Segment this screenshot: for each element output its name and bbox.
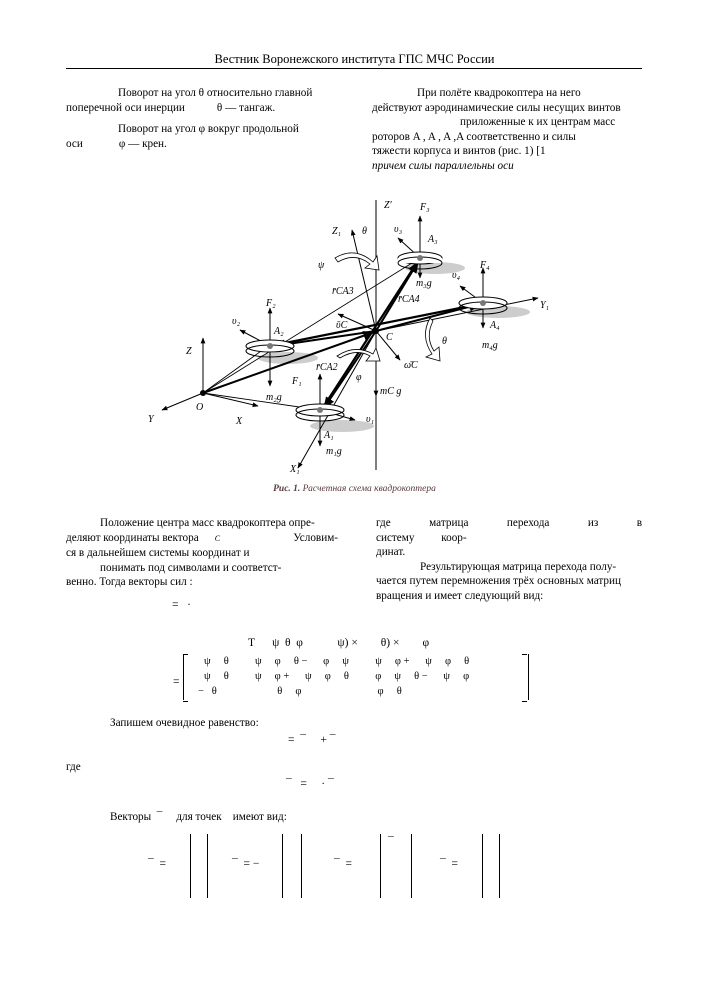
label-z: Z bbox=[186, 346, 192, 357]
label-m4g: m₄g bbox=[482, 340, 498, 351]
label-v1: υ₁ bbox=[366, 414, 375, 425]
matrix-row1: ψ θ ψ φ θ − φ ψ ψ φ + ψ φ θ bbox=[204, 656, 470, 667]
caption-text: Расчетная схема квадрокоптера bbox=[302, 484, 436, 494]
vec-column-3 bbox=[380, 834, 412, 898]
ll-line2-text: деляют координаты вектора bbox=[66, 531, 199, 544]
para-roll-2 bbox=[66, 137, 338, 152]
figure-caption bbox=[0, 484, 709, 494]
rc-line6: причем силы параллельны оси bbox=[372, 159, 514, 172]
journal-header: Вестник Воронежского института ГПС МЧС России bbox=[214, 52, 495, 66]
write-equality: Запишем очевидное равенство: bbox=[110, 717, 259, 729]
gde-word: где bbox=[66, 761, 81, 773]
lr-line4: чается путем перемножения трёх основных матриц bbox=[376, 575, 622, 588]
label-o: O bbox=[196, 402, 204, 413]
label-f1: F₁ bbox=[292, 376, 302, 387]
label-a1: A₁ bbox=[324, 430, 334, 441]
label-omega-c: ω̄C bbox=[404, 360, 418, 371]
ll-line5: венно. Тогда векторы сил : bbox=[66, 576, 193, 589]
label-a3: A₃ bbox=[428, 234, 438, 245]
ll-line2-sub: C bbox=[214, 533, 221, 543]
label-v3: υ₃ bbox=[394, 224, 403, 235]
ll-line4: понимать под символами и соответст- bbox=[100, 561, 282, 574]
label-f4: F₄ bbox=[480, 260, 490, 271]
label-theta-right: θ bbox=[442, 336, 447, 347]
vec-column-4 bbox=[482, 834, 500, 898]
left-column-top bbox=[66, 86, 338, 151]
ll-line2-end: Условим- bbox=[293, 531, 338, 544]
ll-line3: ся в дальнейшем системы координат и bbox=[66, 547, 250, 560]
c-to-rotor-vectors bbox=[274, 262, 480, 408]
label-y1: Y₁ bbox=[540, 300, 550, 311]
lr-line2: динат. bbox=[376, 546, 406, 559]
equality-2: ¯ = · ¯ bbox=[286, 778, 334, 790]
quadcopter-diagram bbox=[130, 188, 580, 480]
right-column-lower bbox=[376, 516, 642, 604]
matrix-eq-sign: = bbox=[173, 676, 180, 688]
right-column-top bbox=[372, 86, 642, 174]
matrix-bracket-right-caps bbox=[522, 654, 527, 702]
label-x: X bbox=[236, 416, 243, 427]
rc-line2: действуют аэродинамические силы несущих винтов bbox=[372, 101, 621, 114]
center-mass-point bbox=[373, 328, 379, 334]
matrix-bracket-left-caps bbox=[183, 654, 188, 702]
rc-line5: тяжести корпуса и винтов (рис. 1) [1 bbox=[372, 145, 546, 158]
header-rule bbox=[66, 68, 642, 69]
label-z1: Z₁ bbox=[332, 226, 342, 237]
label-psi: ψ bbox=[318, 260, 325, 271]
ll-line2 bbox=[66, 531, 338, 547]
label-x1: X₁ bbox=[290, 464, 300, 475]
left-column-lower bbox=[66, 516, 338, 613]
vec-eq-1: ¯ = bbox=[148, 858, 166, 870]
caption-number: Рис. 1. bbox=[273, 484, 301, 494]
matrix-product-line: T ψ θ φ ψ) × θ) × φ bbox=[248, 637, 430, 649]
label-v4: υ₄ bbox=[452, 270, 461, 281]
z1-axis bbox=[352, 230, 376, 331]
pitch-def: θ — тангаж. bbox=[216, 101, 276, 114]
lr-line1: где матрица перехода из в систему коор- bbox=[376, 517, 642, 544]
vec-eq-2: ¯ = − bbox=[232, 858, 260, 870]
label-phi: φ bbox=[356, 372, 362, 383]
ll-line1: Положение центра масс квадрокоптера опре- bbox=[100, 517, 315, 529]
label-c: C bbox=[386, 332, 393, 343]
label-rca2: r̄CA2 bbox=[316, 362, 338, 373]
label-m3g: m₃g bbox=[416, 278, 432, 289]
label-z-prime: Z′ bbox=[384, 200, 392, 211]
frame-arms bbox=[270, 258, 485, 412]
vec-eq-4: ¯ = bbox=[440, 858, 458, 870]
ll-equation: = · bbox=[172, 598, 191, 611]
vec-eq-3: ¯ = bbox=[334, 858, 352, 870]
rc-line3: приложенные к их центрам масс bbox=[460, 116, 616, 129]
roll-text: оси bbox=[66, 137, 83, 150]
label-m2g: m₂g bbox=[266, 392, 282, 403]
origin-point bbox=[200, 390, 206, 396]
label-theta-top: θ bbox=[362, 226, 367, 237]
equality-1: = ¯ + ¯ bbox=[288, 734, 336, 746]
pitch-text: поперечной оси инерции bbox=[66, 101, 185, 114]
lr-line3: Результирующая матрица перехода полу- bbox=[420, 560, 617, 573]
matrix-row2: ψ θ ψ φ + ψ φ θ φ ψ θ − ψ φ bbox=[204, 671, 470, 682]
para-pitch-2 bbox=[66, 101, 338, 116]
para-pitch-1: Поворот на угол θ относительно главной bbox=[118, 87, 313, 99]
label-rca4: r̄CA4 bbox=[398, 294, 420, 305]
label-f2: F₂ bbox=[266, 298, 276, 309]
label-a4: A₄ bbox=[490, 320, 500, 331]
vectors-line: Векторы ¯ для точек имеют вид: bbox=[110, 811, 287, 823]
vec-eq-3-top: ¯ bbox=[388, 836, 394, 848]
rc-line1: При полёте квадрокоптера на него bbox=[417, 87, 581, 99]
label-m1g: m₁g bbox=[326, 446, 342, 457]
vec-column-2 bbox=[282, 834, 302, 898]
para-roll-1: Поворот на угол φ вокруг продольной bbox=[118, 123, 299, 136]
label-mcg: mC g bbox=[380, 386, 402, 397]
vec-column-1 bbox=[190, 834, 208, 898]
rc-line4: роторов A , A , A ,A соответственно и силы bbox=[372, 130, 576, 143]
roll-def: φ — крен. bbox=[118, 137, 167, 150]
label-f3: F₃ bbox=[420, 202, 430, 213]
rc-vector bbox=[203, 332, 374, 393]
label-y: Y bbox=[148, 414, 154, 425]
label-vc: ῡC bbox=[336, 320, 348, 331]
matrix-row3: − θ θ φ φ θ bbox=[198, 686, 402, 697]
diagram-labels bbox=[148, 200, 549, 475]
label-rca3: r̄CA3 bbox=[332, 286, 354, 297]
label-v2: υ₂ bbox=[232, 316, 241, 327]
lr-line5: вращения и имеет следующий вид: bbox=[376, 589, 544, 602]
label-a2: A₂ bbox=[274, 326, 284, 337]
